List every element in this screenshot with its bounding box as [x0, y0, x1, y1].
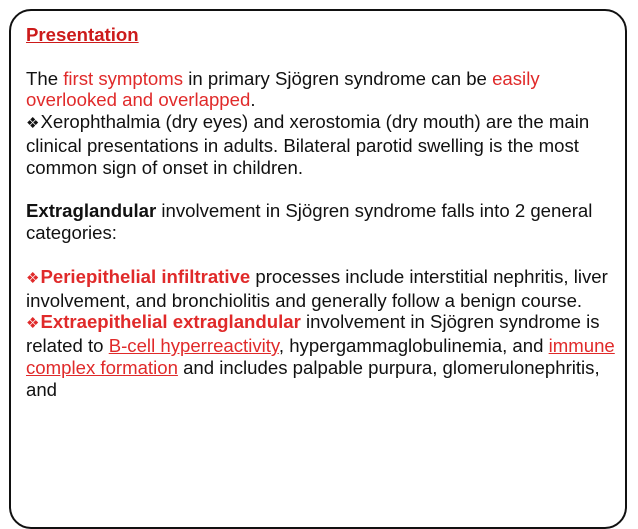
text-run: , hypergammaglobulinemia, and	[278, 335, 549, 357]
immune-complex-formation-link[interactable]: immune complex formation	[26, 335, 615, 378]
spacer	[26, 179, 622, 201]
slide-frame	[9, 9, 627, 529]
text-run: in primary Sjögren syndrome can be	[183, 67, 493, 89]
text-run: and includes palpable purpura, glomerulonephritis, and	[26, 356, 600, 400]
heading-text: Presentation	[26, 24, 139, 45]
text-run: The	[26, 67, 64, 89]
text-run: involvement in Sjögren syndrome falls into 2 general categories:	[26, 200, 593, 244]
text-run: .	[250, 89, 256, 111]
diamond-bullet-icon: ❖	[26, 315, 40, 333]
periepithelial-term: Periepithelial infiltrative	[40, 265, 251, 287]
bullet-text: processes include interstitial nephritis, liver involvement, and bronchiolitis and generally follow a benign course.	[26, 265, 608, 311]
slide-content	[26, 24, 622, 401]
b-cell-hyperreactivity-link[interactable]: B-cell hyperreactivity	[108, 335, 279, 357]
highlight-first-symptoms: first symptoms	[63, 67, 184, 89]
bullet-text: Xerophthalmia (dry eyes) and xerostomia (dry mouth) are the main clinical presentations in adults. Bilateral parotid swelling is the most common sign of onset in children.	[26, 111, 590, 178]
extraglandular-term: Extraglandular	[26, 200, 157, 222]
extraepithelial-bullet	[26, 311, 622, 400]
presentation-heading	[26, 24, 622, 46]
highlight-overlooked: easily overlooked and overlapped	[26, 67, 540, 111]
extraepithelial-term: Extraepithelial extraglandular	[40, 311, 301, 333]
periepithelial-bullet	[26, 266, 622, 312]
extraglandular-paragraph	[26, 200, 622, 244]
first-symptoms-paragraph	[26, 68, 622, 112]
xerophthalmia-bullet	[26, 111, 622, 178]
spacer	[26, 46, 622, 68]
text-run: involvement in Sjögren syndrome is related to	[26, 311, 600, 357]
diamond-bullet-icon: ❖	[26, 115, 40, 133]
spacer	[26, 244, 622, 266]
diamond-bullet-icon: ❖	[26, 269, 40, 287]
